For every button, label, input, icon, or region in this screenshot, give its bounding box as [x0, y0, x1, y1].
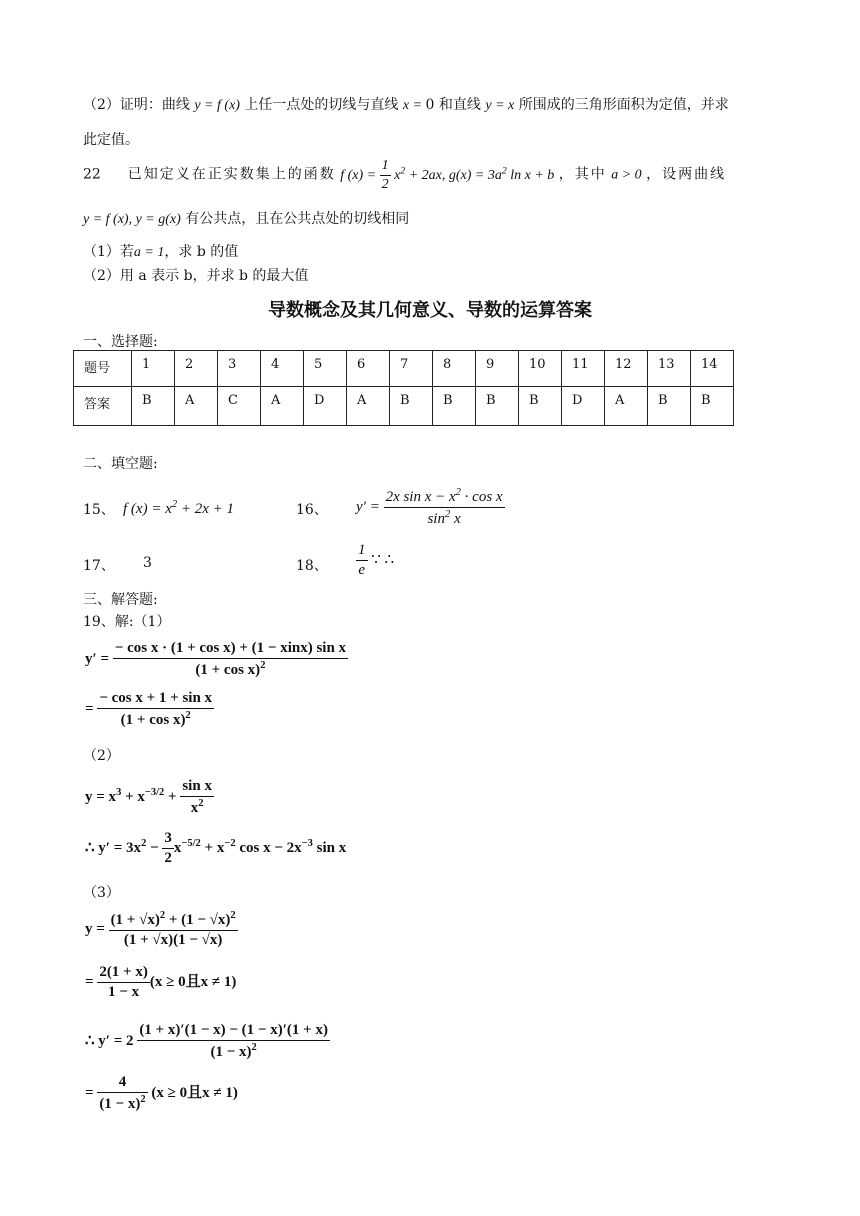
q17-label: 17、 — [83, 558, 115, 574]
q19-label: 19、解:（1） — [83, 614, 171, 630]
table-answer-label: 答案 — [74, 387, 132, 426]
table-cell-number: 3 — [218, 351, 261, 387]
problem22-q1 — [83, 241, 238, 261]
formula-y-fx: y = f (x) — [194, 98, 240, 113]
table-row-numbers — [74, 351, 734, 387]
formula-zero: 0 — [425, 97, 435, 113]
q19-part3-cond2: (x ≥ 0且x ≠ 1) — [151, 1084, 238, 1101]
q19-part3-label: （3） — [83, 885, 120, 901]
q19-part2-fraction: $\frac{\text{sin x}}{x^2}$ — [182, 778, 212, 816]
formula-a-eq-1: a = 1 — [133, 245, 165, 260]
table-cell-answer: A — [261, 387, 304, 426]
q18-formula: $\frac{1}{e}$ ∵ ∴ — [358, 542, 395, 578]
q19-part2-fraction2: $\frac{3}{2}$ — [164, 830, 172, 866]
q19-part2-step2: ∴ $y' = 3x^2$ − $\frac{3}{2}$ $x^{-5/2} + x^{-2}$ $\cos x - 2x^{-3}$ sin x — [85, 830, 347, 866]
q19-part3-step4: = $\frac{4}{(1 - x)^2}$ (x ≥ 0且x ≠ 1) — [85, 1074, 238, 1112]
table-cell-number: 9 — [476, 351, 519, 387]
problem22-line1 — [83, 158, 726, 193]
table-cell-answer: C — [218, 387, 261, 426]
table-cell-answer: A — [605, 387, 648, 426]
table-cell-number: 10 — [519, 351, 562, 387]
problem22-text-a: 已知定义在正实数集上的函数 — [127, 166, 336, 183]
table-cell-number: 2 — [175, 351, 218, 387]
table-cell-answer: B — [648, 387, 691, 426]
table-cell-answer: B — [390, 387, 433, 426]
q19-part2-label: （2） — [83, 748, 120, 764]
q19-part3-cond1: (x ≥ 0且x ≠ 1) — [149, 973, 237, 990]
problem22-q1-text-a: （1）若 — [83, 244, 134, 260]
q19-part3-fraction3: $\frac{(1 + x)'(1 - x) - (1 - x)'(1 + x)}{(1 - x)^2}$ — [139, 1022, 328, 1060]
table-cell-answer: A — [175, 387, 218, 426]
q16-formula: y′ = $\frac{2x \sin x - x^2 \cdot \cos x}{\sin^2 x}$ — [356, 487, 503, 527]
table-cell-number: 8 — [433, 351, 476, 387]
formula-y-x: y = x — [485, 98, 515, 113]
table-cell-answer: B — [519, 387, 562, 426]
q19-part1-step1: y′ = $\frac{\text{− cos x · (1 + cos x) + (1 − xinx) sin x}}{(1 + \cos x)^2}$ — [85, 640, 347, 678]
q17-answer: 3 — [143, 555, 152, 571]
q19-part3-fraction2: $\frac{2(1 + x)}{1 - x}$ — [99, 964, 148, 1000]
table-cell-answer: D — [304, 387, 347, 426]
table-cell-answer: A — [347, 387, 390, 426]
table-cell-number: 6 — [347, 351, 390, 387]
table-cell-number: 12 — [605, 351, 648, 387]
problem21-text-a: （2）证明：曲线 — [83, 97, 190, 113]
formula-x-0: x = — [402, 98, 426, 113]
q18-fraction: $\frac{1}{e}$ — [358, 542, 366, 578]
table-cell-answer: B — [433, 387, 476, 426]
problem21-part2-line2: 此定值。 — [83, 132, 139, 148]
problem21-text-d: 所围成的三角形面积为定值，并求 — [518, 97, 729, 113]
table-cell-number: 13 — [648, 351, 691, 387]
formula-a-gt-0: a > 0 — [611, 167, 642, 183]
formula-fx-gx: f (x) = $\frac{1}{2}$ $x^2 + 2ax$, $g(x) = 3a^2$ ln x + b — [340, 158, 555, 192]
table-cell-number: 11 — [562, 351, 605, 387]
problem21-text-b: 上任一点处的切线与直线 — [244, 97, 399, 113]
table-cell-number: 5 — [304, 351, 347, 387]
q19-part3-step1: y = $\frac{(1 + √x)^2 + (1 - √x)^2}{(1 + √x)(1 - √x)}$ — [85, 910, 236, 948]
table-cell-answer: B — [132, 387, 175, 426]
answer-title: 导数概念及其几何意义、导数的运算答案 — [268, 300, 592, 321]
fraction-one-half: $\frac{1}{2}$ — [381, 158, 389, 192]
problem22-text-b: ，其中 — [558, 166, 607, 183]
problem22-text-c: ，设两曲线 — [646, 166, 727, 183]
table-cell-number: 4 — [261, 351, 304, 387]
formula-two-curves: y = f (x), y = g(x) — [83, 212, 181, 227]
q15-formula: f $(x) = x^2 + 2x + 1$ — [123, 499, 235, 517]
section1-heading: 一、选择题: — [83, 334, 158, 350]
table-cell-number: 7 — [390, 351, 433, 387]
q19-part3-step3: ∴ y′ = 2 $\frac{(1 + x)'(1 - x) - (1 - x)'(1 + x)}{(1 - x)^2}$ — [85, 1022, 328, 1060]
q19-part1-fraction1: $\frac{\text{− cos x · (1 + cos x) + (1 − xinx) sin x}}{(1 + \cos x)^2}$ — [114, 640, 347, 678]
table-cell-answer: B — [476, 387, 519, 426]
section3-heading: 三、解答题: — [83, 592, 158, 608]
answer-table — [73, 350, 734, 426]
table-cell-answer: B — [691, 387, 734, 426]
q19-part3-fraction1: $\frac{(1 + √x)^2 + (1 - √x)^2}{(1 + √x)(1 - √x)}$ — [110, 910, 236, 948]
q19-part3-step2: = $\frac{2(1 + x)}{1 - x}$ (x ≥ 0且x ≠ 1) — [85, 964, 237, 1000]
problem22-number: 22 — [83, 166, 101, 183]
table-row-answers — [74, 387, 734, 426]
q16-label: 16、 — [296, 502, 328, 518]
problem22-q1-text-b: ，求 b 的值 — [164, 244, 239, 260]
table-header-label: 题号 — [74, 351, 132, 387]
problem22-text-line2: 有公共点，且在公共点处的切线相同 — [185, 211, 410, 227]
q19-part3-fraction4: $\frac{4}{(1 - x)^2}$ — [99, 1074, 146, 1112]
problem22-q2: （2）用 a 表示 b，并求 b 的最大值 — [83, 268, 309, 284]
problem22-line2 — [83, 208, 409, 228]
table-cell-number: 1 — [132, 351, 175, 387]
section2-heading: 二、填空题: — [83, 456, 158, 472]
q16-fraction: $\frac{2x \sin x - x^2 \cdot \cos x}{\sin^2 x}$ — [385, 487, 503, 527]
q18-label: 18、 — [296, 558, 328, 574]
table-cell-number: 14 — [691, 351, 734, 387]
q15-label: 15、 — [83, 502, 115, 518]
problem21-text-c: 和直线 — [438, 97, 481, 113]
q19-part1-step2: = $\frac{\text{− cos x + 1 + sin x}}{(1 + \cos x)^2}$ — [85, 690, 213, 728]
problem21-part2-line1 — [83, 94, 729, 114]
q19-part1-fraction2: $\frac{\text{− cos x + 1 + sin x}}{(1 + \cos x)^2}$ — [99, 690, 213, 728]
table-cell-answer: D — [562, 387, 605, 426]
q19-part2-step1: $y = x^3 + x^{-3/2}$ + $\frac{\text{sin x}}{x^2}$ — [85, 778, 212, 816]
